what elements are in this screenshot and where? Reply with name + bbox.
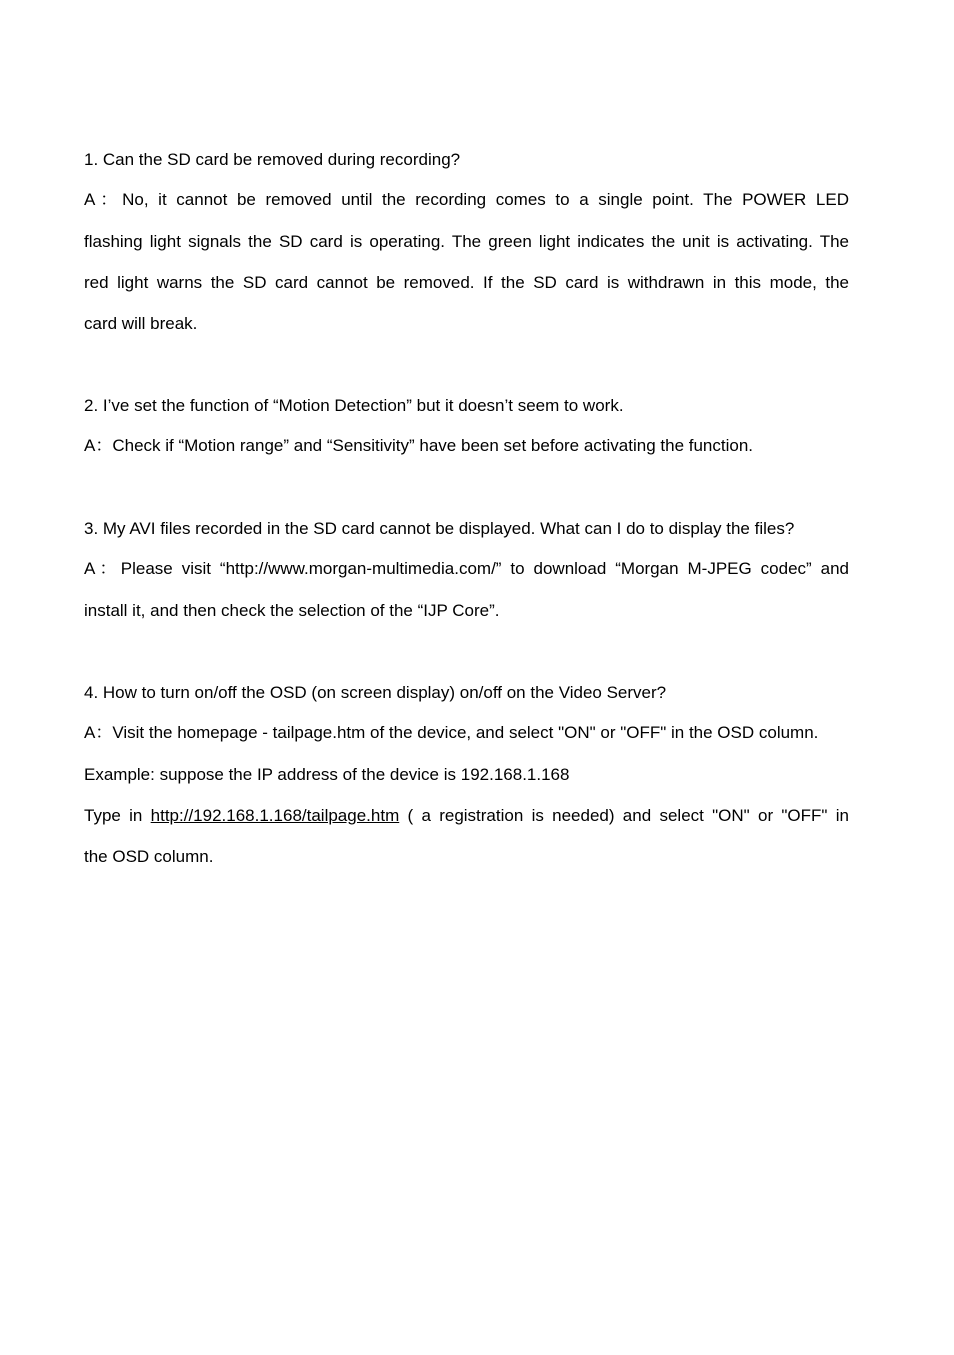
faq-answer-3-line-1: A：Please visit “http://www.morgan-multimedia.com/” to download “Morgan M-JPEG codec” and	[84, 559, 849, 578]
faq-answer-4-type-line	[84, 806, 849, 826]
faq-answer-4-example: Example: suppose the IP address of the device is 192.168.1.168	[84, 765, 570, 784]
faq-answer-1-line-4: card will break.	[84, 314, 198, 333]
faq-question-3: 3. My AVI files recorded in the SD card cannot be displayed. What can I do to display the files?	[84, 519, 795, 538]
faq-answer-1-line-3: red light warns the SD card cannot be removed. If the SD card is withdrawn in this mode, the	[84, 273, 849, 292]
faq-answer-1-line-2: flashing light signals the SD card is operating. The green light indicates the unit is activating. The	[84, 232, 849, 251]
faq-question-1: 1. Can the SD card be removed during recording?	[84, 150, 461, 169]
faq-answer-4-last-line: the OSD column.	[84, 847, 214, 866]
type-in-suffix: ( a registration is needed) and select "ON" or "OFF" in	[399, 806, 849, 825]
faq-answer-3-line-2: install it, and then check the selection of the “IJP Core”.	[84, 601, 500, 620]
faq-answer-4-line-1: A：Visit the homepage - tailpage.htm of the device, and select "ON" or "OFF" in the OSD column.	[84, 723, 819, 742]
tailpage-link[interactable]: http://192.168.1.168/tailpage.htm	[150, 806, 400, 825]
faq-question-2: 2. I’ve set the function of “Motion Detection” but it doesn’t seem to work.	[84, 396, 624, 415]
type-in-prefix: Type in	[84, 806, 151, 825]
faq-answer-1-line-1: A：No, it cannot be removed until the recording comes to a single point. The POWER LED	[84, 190, 849, 209]
faq-answer-2-line-1: A：Check if “Motion range” and “Sensitivity” have been set before activating the function.	[84, 436, 754, 455]
faq-question-4: 4. How to turn on/off the OSD (on screen display) on/off on the Video Server?	[84, 683, 667, 702]
